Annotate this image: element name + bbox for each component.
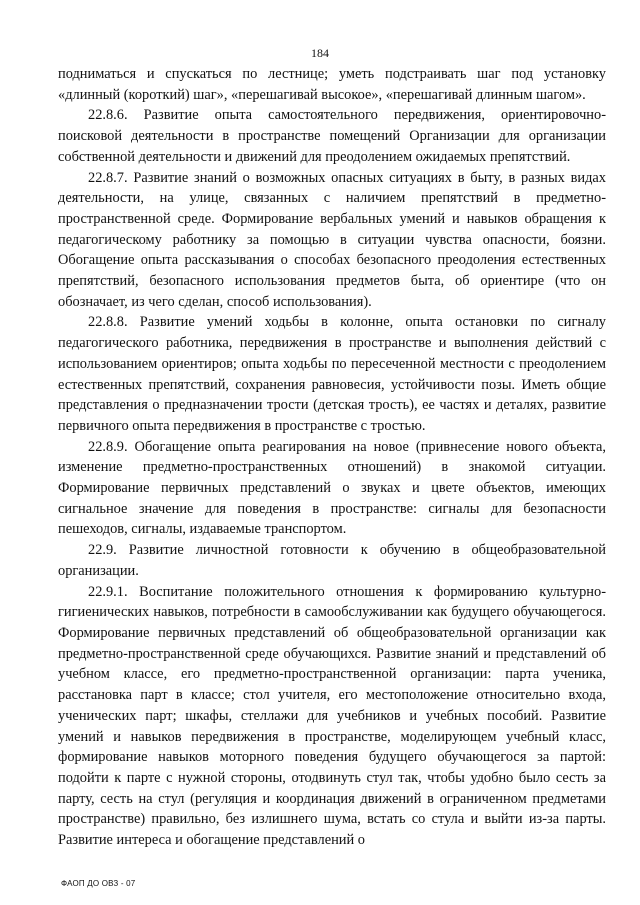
document-body [58,64,606,851]
paragraph: подниматься и спускаться по лестнице; уметь подстраивать шаг под установку «длинный (короткий) шаг», «перешагивай высокое», «перешагивай длинным шагом». [58,66,606,103]
paragraph: 22.9. Развитие личностной готовности к обучению в общеобразовательной организации. [58,542,606,579]
paragraph: 22.8.7. Развитие знаний о возможных опасных ситуациях в быту, в разных видах деятельности, на улице, связанных с наличием препятствий в предметно-пространственной среде. Формирование вербальных умений и навыков обращения к педагогическому работнику за помощью в ситуации чувства опасности, боязни. Обогащение опыта рассказывания о способах безопасного преодоления естественных препятствий, безопасного использования предметов быта, об ориентире (что он обозначает, из чего сделан, способ использования). [58,169,606,310]
paragraph: 22.9.1. Воспитание положительного отношения к формированию культурно-гигиенических навыков, потребности в самообслуживании как будущего обучающегося. Формирование первичных представлений об общеобразовательной организации как предметно-пространственной среде обучающихся. Развитие знаний и представлений об учебном классе, его предметно-пространственной организации: парта ученика, расстановка парт в классе; стол учителя, его местоположение относительно входа, ученических парт; шкафы, стеллажи для учебников и учебных пособий. Развитие умений и навыков передвижения в пространстве, моделирующем учебный класс, формирование навыков моторного поведения будущего обучающегося за партой: подойти к парте с нужной стороны, отодвинуть стул так, чтобы удобно было сесть за парту, сесть на стул (регуляция и координация движений в ограниченном предметами пространстве) правильно, без излишнего шума, встать со стула и выйти из-за парты. Развитие интереса и обогащение представлений о [58,583,606,849]
document-footer: ФАОП ДО ОВЗ - 07 [61,879,136,888]
page-number: 184 [311,46,329,60]
paragraph: 22.8.8. Развитие умений ходьбы в колонне, опыта остановки по сигналу педагогического работника, передвижения в пространстве и выполнения действий с использованием ориентиров; опыта ходьбы по пересеченной местности с преодолением естественных препятствий, сохранения равновесия, устойчивости позы. Иметь общие представления о предназначении трости (детская трость), ее частях и деталях, развитие первичного опыта передвижения в пространстве с тростью. [58,314,606,434]
paragraph: 22.8.9. Обогащение опыта реагирования на новое (привнесение нового объекта, изменение предметно-пространственных отношений) в знакомой ситуации. Формирование первичных представлений о звуках и цвете объектов, имеющих сигнальное значение для поведения в пространстве: сигналы для безопасности пешеходов, сигналы, издаваемые транспортом. [58,438,606,538]
paragraph: 22.8.6. Развитие опыта самостоятельного передвижения, ориентировочно-поисковой деятельности в пространстве помещений Организации для организации собственной деятельности и движений для преодолением ожидаемых препятствий. [58,107,606,165]
